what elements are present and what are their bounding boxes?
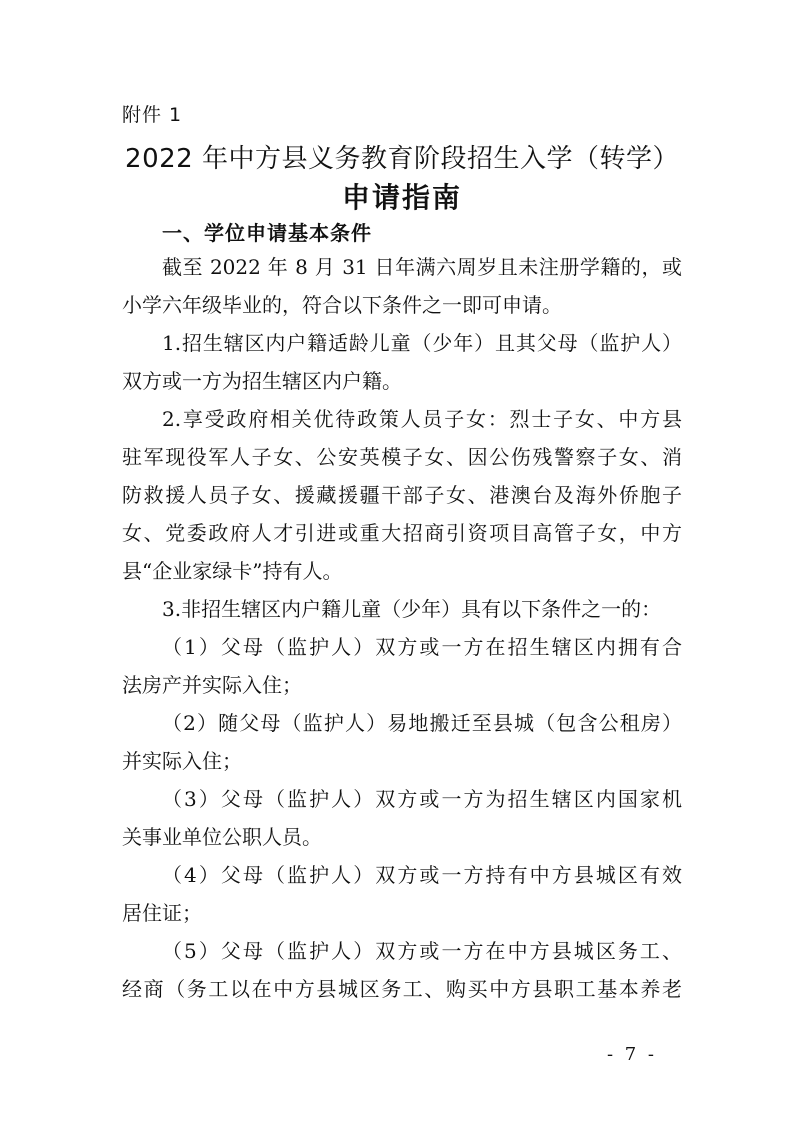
body-line: 女、党委政府人才引进或重大招商引资项目高管子女，中方 [122,521,682,545]
attachment-label: 附件 1 [122,104,183,126]
body-line: 法房产并实际入住； [122,673,302,697]
body-line: 驻军现役军人子女、公安英模子女、因公伤残警察子女、消 [122,445,682,469]
body-line: 截至 2022 年 8 月 31 日年满六周岁且未注册学籍的，或 [162,255,682,279]
body-line: 2.享受政府相关优待政策人员子女：烈士子女、中方县 [162,407,682,431]
body-line: 关事业单位公职人员。 [122,825,322,849]
body-line: 防救援人员子女、援藏援疆干部子女、港澳台及海外侨胞子 [122,483,682,507]
document-subtitle: 申请指南 [341,181,462,214]
body-line: （1）父母（监护人）双方或一方在招生辖区内拥有合 [162,635,682,659]
body-line: 居住证； [122,901,202,925]
body-line: 县“企业家绿卡”持有人。 [122,559,343,583]
body-line: 经商（务工以在中方县城区务工、购买中方县职工基本养老 [122,977,682,1001]
page-number: - 7 - [606,1044,657,1065]
body-line: （5）父母（监护人）双方或一方在中方县城区务工、 [162,939,682,963]
body-line: 小学六年级毕业的，符合以下条件之一即可申请。 [122,293,562,317]
body-line: 并实际入住； [122,749,242,773]
section-heading: 一、学位申请基本条件 [162,221,372,245]
body-line: （3）父母（监护人）双方或一方为招生辖区内国家机 [162,787,682,811]
body-line: 双方或一方为招生辖区内户籍。 [122,369,402,393]
body-line: （4）父母（监护人）双方或一方持有中方县城区有效 [162,863,682,887]
body-line: 3.非招生辖区内户籍儿童（少年）具有以下条件之一的： [162,597,662,621]
body-line: 1.招生辖区内户籍适龄儿童（少年）且其父母（监护人） [162,331,682,355]
body-line: （2）随父母（监护人）易地搬迁至县城（包含公租房） [162,711,682,735]
document-title: 2022 年中方县义务教育阶段招生入学（转学） [125,144,679,174]
